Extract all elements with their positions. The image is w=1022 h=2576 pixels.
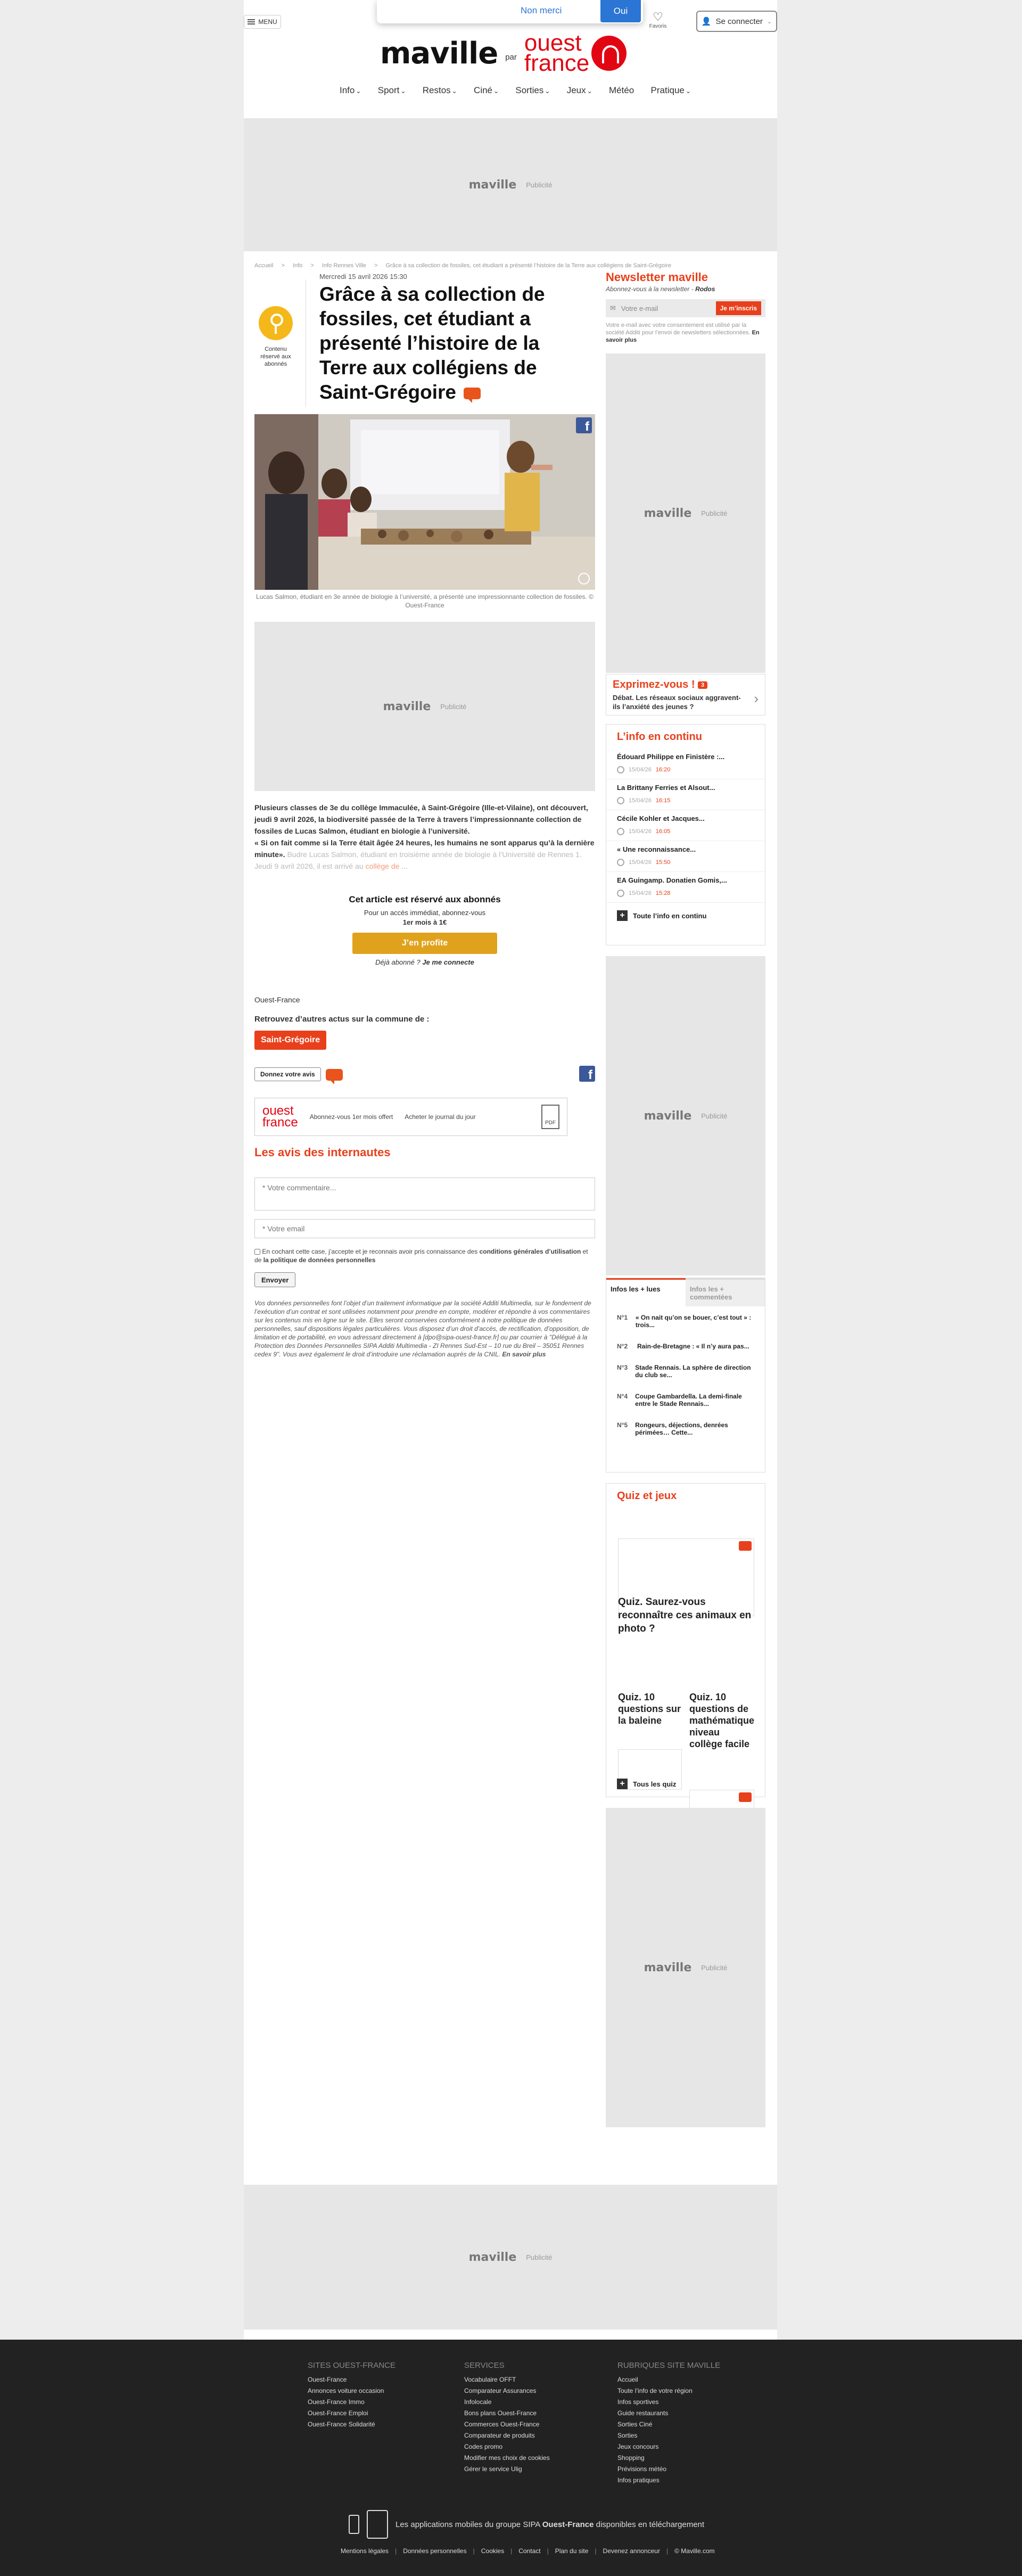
site-logo[interactable]: [380, 30, 627, 76]
site-footer: [0, 2340, 1022, 2576]
comments-title: Les avis des internautes: [254, 1146, 391, 1159]
comments-legal-notice: Vos données personnelles font l’objet d’un traitement informatique par la société Additi Multimedia, sur le fondement de l’exécution d’un contrat et sont utilisées notamment pour prendre en compte, modérer et répondre à vos commentaires sur les contenus mis en ligne sur le site. Elles seront conservées conformément à notre politique de données personnelles, sauf dispositions légales particulières. Vous disposez d’un droit d’accès, de rectification, d’opposition, de limitation et de portabilité, en vous adressant directement à [dpo@sipa-ouest-france.fr] ou par courrier à "Délégué à la Protection des Données Personnelles SIPA Additi Multimedia - ZI Rennes Sud-Est – 10 rue du Breil – 35051 Rennes cedex 9". Vous avez également le droit d’introduire une réclamation auprès de la CNIL. En savoir plus: [254, 1299, 591, 1358]
footer-link[interactable]: Commerces Ouest-France: [464, 2421, 540, 2428]
nav-item-sorties[interactable]: Sorties ⌄: [515, 85, 550, 95]
newsletter-title: Newsletter maville: [606, 270, 708, 284]
paywall-offer: 1er mois à 1€: [402, 918, 447, 926]
menu-button[interactable]: [244, 15, 281, 29]
clock-icon: [617, 766, 624, 773]
tab-most-commented[interactable]: Infos les + commentées: [686, 1278, 765, 1306]
footer-col-sites: SITES OUEST-FRANCE Ouest-France Annonces voiture occasion Ouest-France Immo Ouest-France Emploi Ouest-France Solidarité: [308, 2360, 395, 2430]
most-read-item[interactable]: N°5 Rongeurs, déjections, denrées périmées… Cette...: [617, 1421, 728, 1436]
quiz-block: [606, 1483, 765, 1797]
ad-logo: maville: [644, 506, 692, 520]
chevron-down-icon: ⌄: [767, 18, 772, 25]
paywall-subtitle: Pour un accès immédiat, abonnez-vous: [364, 909, 486, 917]
nav-item-sport[interactable]: Sport ⌄: [377, 85, 406, 95]
favorites-label: Favoris: [649, 23, 667, 29]
paywall: [254, 894, 595, 966]
commune-label: Retrouvez d’autres actus sur la commune de :: [254, 1015, 430, 1024]
nav-item-jeux[interactable]: Jeux ⌄: [566, 85, 592, 95]
hamburger-icon: [248, 19, 255, 24]
article-source: Ouest-France: [254, 995, 300, 1004]
chevron-down-icon: ⌄: [451, 87, 457, 95]
login-link[interactable]: Je me connecte: [422, 958, 474, 966]
all-live-news-link[interactable]: + Toute l’info en continu: [606, 903, 765, 928]
footer-link[interactable]: Infos sportives: [617, 2398, 659, 2406]
debate-block[interactable]: [606, 674, 765, 715]
ad-label: Publicité: [440, 702, 467, 711]
ouest-france-emblem-icon: [591, 36, 627, 71]
chevron-down-icon: ⌄: [356, 87, 361, 95]
footer-link[interactable]: Plan du site: [555, 2547, 589, 2555]
nav-item-restos[interactable]: Restos ⌄: [422, 85, 457, 95]
comment-bubble-icon[interactable]: [326, 1069, 343, 1081]
subscribe-button[interactable]: J’en profite: [352, 933, 497, 954]
quiz-badge-icon: [739, 1541, 752, 1551]
chevron-down-icon: ⌄: [493, 87, 499, 95]
mobile-apps-promo[interactable]: Les applications mobiles du groupe SIPA Ouest-France disponibles en téléchargement: [349, 2510, 704, 2539]
footer-link[interactable]: Infolocale: [464, 2398, 492, 2406]
plus-icon: +: [617, 910, 628, 921]
debate-question: Débat. Les réseaux sociaux aggravent-ils l’anxiété des jeunes ?: [613, 694, 741, 711]
ad-logo: maville: [468, 178, 517, 192]
footer-link[interactable]: Ouest-France: [308, 2376, 347, 2383]
tablet-icon: [367, 2510, 388, 2539]
login-button[interactable]: [696, 11, 777, 32]
footer-link[interactable]: Infos pratiques: [617, 2476, 660, 2484]
live-news-block: [606, 724, 765, 945]
footer-col-rubriques: RUBRIQUES SITE MAVILLE Accueil Toute l’info de votre région Infos sportives Guide restaurants Sorties Ciné Sorties Jeux concours Shopping Prévisions météo Infos pratiques: [617, 2360, 720, 2486]
phone-icon: [349, 2515, 359, 2534]
more-info-link[interactable]: En savoir plus: [502, 1351, 546, 1358]
submit-comment-button[interactable]: Envoyer: [254, 1272, 295, 1287]
footer-link[interactable]: Ouest-France Solidarité: [308, 2421, 375, 2428]
mail-icon: ✉: [610, 304, 616, 312]
article-lead: Plusieurs classes de 3e du collège Immaculée, à Saint-Grégoire (Ille-et-Vilaine), ont découvert, jeudi 9 avril 2026, la biodiversité passée de la Terre à travers l’impressionnante collection de fossiles de Lucas Salmon, étudiant en biologie à l’université.: [254, 803, 588, 835]
privacy-link[interactable]: la politique de données personnelles: [263, 1256, 376, 1264]
email-field[interactable]: [254, 1219, 595, 1238]
footer-link[interactable]: Cookies: [481, 2547, 505, 2555]
live-news-item[interactable]: Édouard Philippe en Finistère :... 15/04/26 16:20: [606, 748, 765, 779]
ad-label: Publicité: [701, 1963, 728, 1972]
live-news-item[interactable]: « Une reconnaissance... 15/04/26 15:50: [606, 841, 765, 872]
quiz-small-title[interactable]: Quiz. 10 questions de mathématique niveau collège facile: [689, 1692, 755, 1749]
debate-count-badge: 3: [698, 681, 707, 689]
newsletter-more-link[interactable]: En savoir plus: [606, 330, 760, 343]
most-read-item[interactable]: N°4 Coupe Gambardella. La demi-finale entre le Stade Rennais...: [617, 1393, 742, 1408]
quiz-badge-icon: [739, 1792, 752, 1802]
ouest-france-logo[interactable]: ouest france: [262, 1104, 298, 1130]
ad-logo: maville: [644, 1109, 692, 1123]
clock-icon: [617, 797, 624, 804]
chevron-right-icon[interactable]: ›: [754, 690, 759, 706]
clock-icon: [617, 828, 624, 835]
footer-link[interactable]: Données personnelles: [403, 2547, 467, 2555]
subscriber-badge: [254, 306, 297, 368]
newsletter-legal: Votre e-mail avec votre consentement est utilisé par la société Additi pour l’envoi de newsletters sélectionnées. En savoir plus: [606, 322, 760, 343]
logo-ouest-france: ouest france: [524, 33, 627, 73]
tab-most-read[interactable]: Infos les + lues: [606, 1278, 686, 1306]
footer-link[interactable]: Comparateur Assurances: [464, 2387, 537, 2394]
chevron-down-icon: ⌄: [685, 87, 691, 95]
live-news-item[interactable]: Cécile Kohler et Jacques... 15/04/26 16:05: [606, 810, 765, 841]
zoom-icon[interactable]: [578, 573, 590, 585]
footer-link[interactable]: Contact: [518, 2547, 541, 2555]
footer-link[interactable]: Ouest-France Immo: [308, 2398, 365, 2406]
ad-banner-bottom[interactable]: [244, 2185, 777, 2330]
quiz-title: Quiz et jeux: [617, 1490, 677, 1502]
debate-title: Exprimez-vous ! 3: [613, 679, 759, 691]
favorites-button[interactable]: [642, 11, 674, 29]
plus-icon: +: [617, 1779, 628, 1789]
of-subscribe-link[interactable]: Abonnez-vous 1er mois offert: [309, 1113, 393, 1121]
article-link[interactable]: collège de ...: [363, 862, 408, 870]
ad-logo: maville: [468, 2250, 517, 2264]
quiz-small-title[interactable]: Quiz. 10 questions sur la baleine: [618, 1692, 681, 1726]
user-icon: 👤: [701, 17, 712, 26]
consent-accept-button[interactable]: Oui: [600, 0, 641, 22]
most-read-item[interactable]: N°3 Stade Rennais. La sphère de direction du club se...: [617, 1364, 751, 1379]
breadcrumb-section[interactable]: Info Rennes Ville: [322, 262, 366, 269]
clock-icon: [617, 859, 624, 866]
footer-link[interactable]: Prévisions météo: [617, 2465, 667, 2473]
live-news-title: L’info en continu: [617, 731, 702, 743]
article-photo[interactable]: [254, 414, 595, 590]
breadcrumb-home[interactable]: Accueil: [254, 262, 274, 269]
chevron-down-icon: ⌄: [545, 87, 550, 95]
newsletter-block: [606, 270, 765, 344]
footer-link[interactable]: Guide restaurants: [617, 2409, 669, 2417]
footer-link[interactable]: Bons plans Ouest-France: [464, 2409, 537, 2417]
heart-icon: ♡: [653, 10, 663, 23]
ad-logo: maville: [383, 699, 431, 713]
footer-link[interactable]: Annonces voiture occasion: [308, 2387, 384, 2394]
logo-par: par: [505, 52, 517, 62]
login-label: Se connecter: [715, 17, 763, 26]
all-quiz-link[interactable]: + Tous les quiz: [606, 1771, 687, 1797]
photo-caption: Lucas Salmon, étudiant en 3e année de biologie à l’université, a présenté une impressionnante collection de fossiles. © Ouest-France: [256, 593, 594, 609]
of-buy-link[interactable]: Acheter le journal du jour: [405, 1113, 476, 1121]
key-icon: [259, 306, 293, 340]
page-container: [244, 0, 777, 2340]
footer-link[interactable]: Devenez annonceur: [603, 2547, 660, 2555]
subscriber-badge-label: Contenu réservé aux abonnés: [260, 346, 291, 367]
article-date: Mercredi 15 avril 2026 15:30: [319, 273, 407, 281]
footer-link[interactable]: Mentions légales: [341, 2547, 389, 2555]
footer-link[interactable]: Gérer le service Ulig: [464, 2465, 522, 2473]
footer-link[interactable]: Accueil: [617, 2376, 638, 2383]
newsletter-form: [606, 299, 765, 317]
nav-item-meteo[interactable]: Météo: [608, 85, 634, 95]
ad-logo: maville: [644, 1961, 692, 1974]
ad-banner-top[interactable]: [244, 118, 777, 251]
quiz-main-title[interactable]: Quiz. Saurez-vous reconnaître ces animaux en photo ?: [618, 1596, 752, 1634]
photo-illustration: [254, 414, 595, 590]
footer-link[interactable]: Jeux concours: [617, 2443, 659, 2450]
footer-link[interactable]: Sorties Ciné: [617, 2421, 653, 2428]
footer-legal-links: Mentions légales | Données personnelles | Cookies | Contact | Plan du site | Devenez annonceur | © Maville.com: [341, 2547, 715, 2555]
pdf-icon[interactable]: PDF: [541, 1105, 559, 1129]
most-read-item[interactable]: N°1 « On nait qu’on se bouer, c’est tout » : trois...: [617, 1314, 752, 1329]
breadcrumb-current: Grâce à sa collection de fossiles, cet étudiant a présenté l’histoire de la Terre aux collégiens de Saint-Grégoire: [385, 262, 672, 269]
chevron-down-icon: ⌄: [400, 87, 406, 95]
newsletter-subtitle: Abonnez-vous à la newsletter - Rodos: [606, 285, 715, 293]
paywall-login: Déjà abonné ? Je me connecte: [375, 958, 474, 966]
footer-link[interactable]: Sorties: [617, 2432, 638, 2439]
facebook-share-icon[interactable]: f: [579, 1066, 595, 1082]
most-read-item[interactable]: N°2 Rain-de-Bretagne : « Il n’y aura pas...: [617, 1343, 749, 1350]
ouest-france-promo: [254, 1098, 567, 1136]
main-nav: [340, 85, 691, 96]
chevron-down-icon: ⌄: [587, 87, 592, 95]
most-read-block: [606, 1278, 765, 1472]
footer-link[interactable]: Toute l’info de votre région: [617, 2387, 693, 2394]
clock-icon: [617, 890, 624, 897]
cgu-link[interactable]: conditions générales d’utilisation: [479, 1248, 581, 1255]
nav-item-cine[interactable]: Ciné ⌄: [474, 85, 499, 95]
menu-label: MENU: [258, 18, 277, 26]
footer-link[interactable]: Shopping: [617, 2454, 645, 2462]
logo-maville: maville: [380, 36, 498, 71]
nav-item-pratique[interactable]: Pratique ⌄: [650, 85, 691, 95]
consent-checkbox-row: En cochant cette case, j’accepte et je reconnais avoir pris connaissance des conditions générales d’utilisation et de la politique de données personnelles: [254, 1248, 588, 1264]
ad-label: Publicité: [701, 509, 728, 517]
footer-col-services: SERVICES Vocabulaire OFFT Comparateur Assurances Infolocale Bons plans Ouest-France Commerces Ouest-France Comparateur de produits Codes promo Modifier mes choix de cookies Gérer le service Ulig: [464, 2360, 550, 2475]
consent-bar: [377, 0, 643, 23]
footer-link[interactable]: Comparateur de produits: [464, 2432, 535, 2439]
footer-link[interactable]: Vocabulaire OFFT: [464, 2376, 516, 2383]
terms-checkbox[interactable]: [254, 1249, 260, 1255]
ad-in-article[interactable]: [254, 622, 595, 791]
consent-decline-link[interactable]: Non merci: [521, 5, 562, 15]
article-title: Grâce à sa collection de fossiles, cet étudiant a présenté l’histoire de la Terre aux collégiens de Saint-Grégoire: [319, 283, 545, 403]
facebook-share-icon[interactable]: f: [576, 417, 592, 433]
footer-link[interactable]: Ouest-France Emploi: [308, 2409, 368, 2417]
ad-label: Publicité: [526, 180, 553, 189]
ad-label: Publicité: [701, 1112, 728, 1120]
footer-copyright: © Maville.com: [674, 2547, 715, 2555]
paywall-title: Cet article est réservé aux abonnés: [349, 894, 501, 904]
commune-tag-saint-gregoire[interactable]: Saint-Grégoire: [254, 1031, 326, 1050]
newsletter-subscribe-button[interactable]: Je m’inscris: [716, 301, 761, 315]
footer-link[interactable]: Codes promo: [464, 2443, 503, 2450]
ad-sidebar-3[interactable]: [606, 1808, 765, 2127]
live-news-item[interactable]: EA Guingamp. Donatien Gomis,... 15/04/26 15:28: [606, 872, 765, 903]
breadcrumb: Accueil > Info > Info Rennes Ville > Grâce à sa collection de fossiles, cet étudiant a présenté l’histoire de la Terre aux collégiens de Saint-Grégoire: [254, 262, 672, 269]
give-opinion-button[interactable]: Donnez votre avis: [254, 1067, 321, 1081]
article-excerpt: « Si on fait comme si la Terre était âgée 24 heures, les humains ne sont apparus qu’à la dernière minute». Budre Lucas Salmon, étudiant en troisième année de biologie à l’Université de Rennes 1. Jeudi 9 avril 2026, il est arrivé au collège de ...: [254, 838, 595, 870]
ad-label: Publicité: [526, 2253, 553, 2261]
nav-item-info[interactable]: Info ⌄: [340, 85, 361, 95]
comment-textarea[interactable]: [254, 1178, 595, 1211]
comment-bubble-icon[interactable]: [464, 388, 481, 399]
ad-sidebar-2[interactable]: [606, 956, 765, 1275]
breadcrumb-info[interactable]: Info: [293, 262, 303, 269]
live-news-item[interactable]: La Brittany Ferries et Alsout... 15/04/26 16:15: [606, 779, 765, 810]
footer-link[interactable]: Modifier mes choix de cookies: [464, 2454, 550, 2462]
newsletter-email-input[interactable]: Votre e-mail: [621, 304, 658, 312]
ad-sidebar-1[interactable]: [606, 353, 765, 673]
